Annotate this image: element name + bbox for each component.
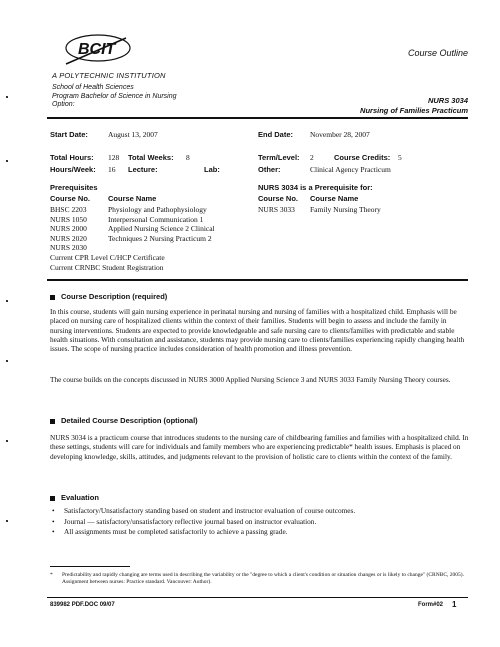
prereq-no: NURS 2000 xyxy=(50,224,87,234)
divider xyxy=(47,117,468,119)
footer-form: Form#02 xyxy=(418,602,444,608)
course-name: Nursing of Families Practicum xyxy=(360,105,468,115)
footnote-rule xyxy=(50,566,130,567)
end-date-label: End Date: xyxy=(258,130,294,139)
lab-label: Lab: xyxy=(204,165,220,174)
footnote-mark: * xyxy=(50,572,53,578)
section-bullet-icon xyxy=(50,496,55,501)
prereq-name: Applied Nursing Science 2 Clinical xyxy=(108,224,215,234)
prereq-name: Physiology and Pathophysiology xyxy=(108,205,207,214)
end-date-value: November 28, 2007 xyxy=(310,130,370,139)
page-number: 1 xyxy=(452,600,457,609)
prereq-no: NURS 1050 xyxy=(50,214,87,224)
credits-label: Course Credits: xyxy=(334,153,391,162)
course-code: NURS 3034 xyxy=(427,96,468,105)
prereq-no: NURS 2030 xyxy=(50,243,87,253)
course-description-p2: The course builds on the concepts discussed in NURS 3000 Applied Nursing Science 3 and NURS 3033 Family Nursing Theory courses. xyxy=(50,375,451,384)
margin-mark xyxy=(6,160,8,162)
course-heading xyxy=(360,96,468,115)
evaluation-list xyxy=(50,506,470,538)
doc-title: Course Outline xyxy=(407,48,468,58)
prereq-col-name: Course Name xyxy=(108,194,157,203)
hours-week-value: 16 xyxy=(108,165,116,174)
evaluation-item: • All assignments must be completed satisfactorily to achieve a passing grade. xyxy=(50,527,470,538)
prereq-for-col-no: Course No. xyxy=(258,194,299,203)
course-description-heading xyxy=(50,292,167,301)
start-date-value: August 13, 2007 xyxy=(108,130,158,139)
section-bullet-icon xyxy=(50,419,55,424)
footnote-text: Predictability and rapidly changing are terms used in describing the variability or the "degree to which a client's condition or situation changes or is likely to change" (CRNBC, 2005). Assignment between nurses: Practice standard. Vancouver: Author). xyxy=(62,572,464,585)
detailed-description-heading xyxy=(50,416,198,425)
school-name: School of Health Sciences xyxy=(52,84,134,91)
prereq-for-heading: NURS 3034 is a Prerequisite for: xyxy=(258,183,373,192)
prereq-no: BHSC 2203 xyxy=(50,205,87,214)
prereq-name: Techniques 2 Nursing Practicum 2 xyxy=(108,233,212,243)
margin-mark xyxy=(6,300,8,302)
footer-rule xyxy=(47,597,468,598)
footnote xyxy=(50,572,482,586)
other-value: Clinical Agency Practicum xyxy=(310,165,391,174)
option-label: Option: xyxy=(52,101,75,108)
detailed-description-p1: NURS 3034 is a practicum course that introduces students to the nursing care of childbearing families and families with a hospitalized child. In these settings, students will care for individuals and family members who are experiencing predictable* health issues. Emphasis is placed on developing knowledge, skills, attitudes, and judgments relevant to the provision of holistic care to clients within the context of the family. xyxy=(50,433,469,461)
prereq-name: Interpersonal Communication 1 xyxy=(108,214,204,224)
margin-mark xyxy=(6,440,8,442)
bcit-logo xyxy=(64,30,134,70)
credits-value: 5 xyxy=(398,153,402,162)
prereq-heading: Prerequisites xyxy=(50,183,98,192)
prereq-extra: Current CPR Level C/HCP Certificate xyxy=(50,252,165,262)
section-bullet-icon xyxy=(50,295,55,300)
course-description-p1: In this course, students will gain nursing experience in perinatal nursing and nursing of families with a hospitalized child. Emphasis will be placed on nursing care of hospitalized clients within the context of their families. Students will begin to assess and include the family in nursing interventions. Students are expected to provide knowledgeable and safe nursing care to clients/families with predictable and stable health situations. With consultation and assistance, students may provide nursing care to clients/families experiencing rapidly changing health issues. The scope of nursing practice includes consideration of health promotion and illness prevention. xyxy=(50,307,465,354)
footer-doc-id: 839982 PDF.DOC 09/07 xyxy=(50,602,115,608)
margin-mark xyxy=(6,96,8,98)
section-title: Evaluation xyxy=(61,493,99,502)
margin-mark xyxy=(6,520,8,522)
evaluation-heading xyxy=(50,493,99,502)
prereq-no: NURS 2020 xyxy=(50,233,87,243)
divider xyxy=(47,279,468,281)
margin-mark xyxy=(6,360,8,362)
total-weeks-value: 8 xyxy=(186,153,190,162)
total-hours-value: 128 xyxy=(108,153,120,162)
hours-week-label: Hours/Week: xyxy=(50,165,96,174)
term-label: Term/Level: xyxy=(258,153,300,162)
lecture-label: Lecture: xyxy=(128,165,158,174)
section-title: Detailed Course Description (optional) xyxy=(61,416,198,425)
logo-text: BCIT xyxy=(78,41,116,58)
section-title: Course Description (required) xyxy=(61,292,168,301)
total-weeks-label: Total Weeks: xyxy=(128,153,174,162)
prereq-extra: Current CRNBC Student Registration xyxy=(50,262,164,272)
prereq-for-name: Family Nursing Theory xyxy=(310,205,381,214)
evaluation-item: • Journal — satisfactory/unsatisfactory reflective journal based on instructor evaluation. xyxy=(50,517,470,528)
prereq-for-no: NURS 3033 xyxy=(258,205,295,214)
prereq-col-no: Course No. xyxy=(50,194,91,203)
program-name: Program Bachelor of Science in Nursing xyxy=(52,92,177,100)
term-value: 2 xyxy=(310,153,314,162)
start-date-label: Start Date: xyxy=(50,130,88,139)
tagline: A POLYTECHNIC INSTITUTION xyxy=(52,71,166,80)
prereq-course-names xyxy=(108,205,215,243)
prereq-for-col-name: Course Name xyxy=(310,194,359,203)
evaluation-item: • Satisfactory/Unsatisfactory standing based on student and instructor evaluation of course outcomes. xyxy=(50,506,470,517)
school-info xyxy=(52,84,177,110)
other-label: Other: xyxy=(258,165,281,174)
total-hours-label: Total Hours: xyxy=(50,153,94,162)
